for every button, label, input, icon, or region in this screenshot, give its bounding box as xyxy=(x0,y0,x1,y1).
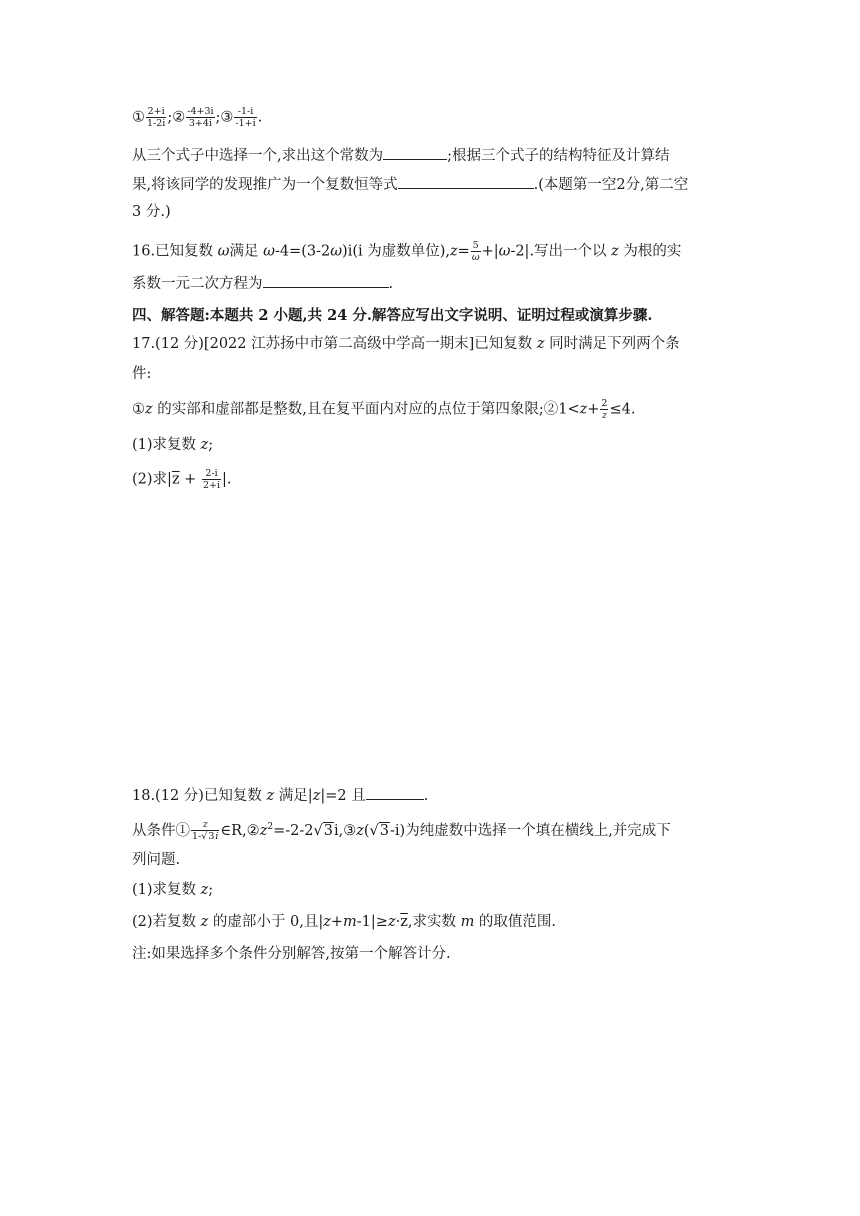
q18-part1: (1)求复数 z; xyxy=(132,882,214,898)
answer-blank[interactable] xyxy=(366,784,424,800)
q18-part2: (2)若复数 z 的虚部小于 0,且$|z+m-1|\ge z\cdot\overline{z}$,求实数 m 的取值范围. xyxy=(132,914,557,930)
fraction-3: $\frac{-1-i}{-1+i}$ xyxy=(235,106,256,129)
fraction-2mi-over-2pi: $\frac{2-i}{2+i}$ xyxy=(202,468,220,491)
answer-blank[interactable] xyxy=(383,144,447,160)
q15-expressions: ① $\frac{2+i}{1-2i}$ ;② $\frac{-4+3i}{3+4i}$ ;③ $\frac{-1-i}{-1+i}$ . xyxy=(132,106,263,129)
fraction-condition-1: $\frac{z}{1-√3i}$ xyxy=(192,819,219,843)
q15-line4: 3 分.) xyxy=(132,204,171,220)
q17-part1: (1)求复数 z; xyxy=(132,437,214,453)
q17-conditions: ①z 的实部和虚部都是整数,且在复平面内对应的点位于第四象限;②1<z+ $\frac{2}{z}$ ≤4. xyxy=(132,398,636,421)
fraction-5-over-omega: $\frac{5}{\omega}$ xyxy=(471,240,480,263)
q17-part2: (2)求$|\overline{z}$ + $\frac{2-i}{2+i}$ |. xyxy=(132,468,232,491)
q16-line1: 16.已知复数 ω满足 ω-4=(3-2ω)i(i 为虚数单位),z= $\frac{5}{\omega}$ +|ω-2|.写出一个以 z 为根的实 xyxy=(132,240,682,263)
q15-line2: 从三个式子中选择一个,求出这个常数为 ;根据三个式子的结构特征及计算结 xyxy=(132,144,670,166)
section-heading: 四、解答题:本题共 2 小题,共 24 分.解答应写出文字说明、证明过程或演算步骤. xyxy=(132,307,653,324)
q18-line1: 18.(12 分)已知复数 z 满足|z|=2 且 . xyxy=(132,784,428,806)
q18-line2: 从条件① $\frac{z}{1-√3i}$ $\in R,②z^2=-2-2√3i,③z(√3-i)$为纯虚数中选择一个填在横线上,并完成下 xyxy=(132,819,671,843)
q16-line2: 系数一元二次方程为 . xyxy=(132,272,393,294)
q18-line3: 列问题. xyxy=(132,852,181,868)
q17-line1: 17.(12 分)[2022 江苏扬中市第二高级中学高一期末]已知复数 z 同时满足下列两个条 xyxy=(132,336,680,352)
fraction-1: $\frac{2+i}{1-2i}$ xyxy=(147,106,166,129)
fraction-2: $\frac{-4+3i}{3+4i}$ xyxy=(187,106,214,129)
q15-line3: 果,将该同学的发现推广为一个复数恒等式 .(本题第一空2分,第二空 xyxy=(132,173,688,195)
q17-line2: 件: xyxy=(132,366,152,382)
fraction-2-over-z: $\frac{2}{z}$ xyxy=(601,398,608,421)
sqrt-symbol: √3 xyxy=(201,831,215,843)
circle-num-1: ① xyxy=(132,109,145,126)
answer-blank[interactable] xyxy=(398,173,534,189)
sqrt-symbol: √3 xyxy=(369,822,389,839)
q18-note: 注:如果选择多个条件分别解答,按第一个解答计分. xyxy=(132,946,451,962)
answer-blank[interactable] xyxy=(263,272,389,288)
sqrt-symbol: √3 xyxy=(313,822,333,839)
